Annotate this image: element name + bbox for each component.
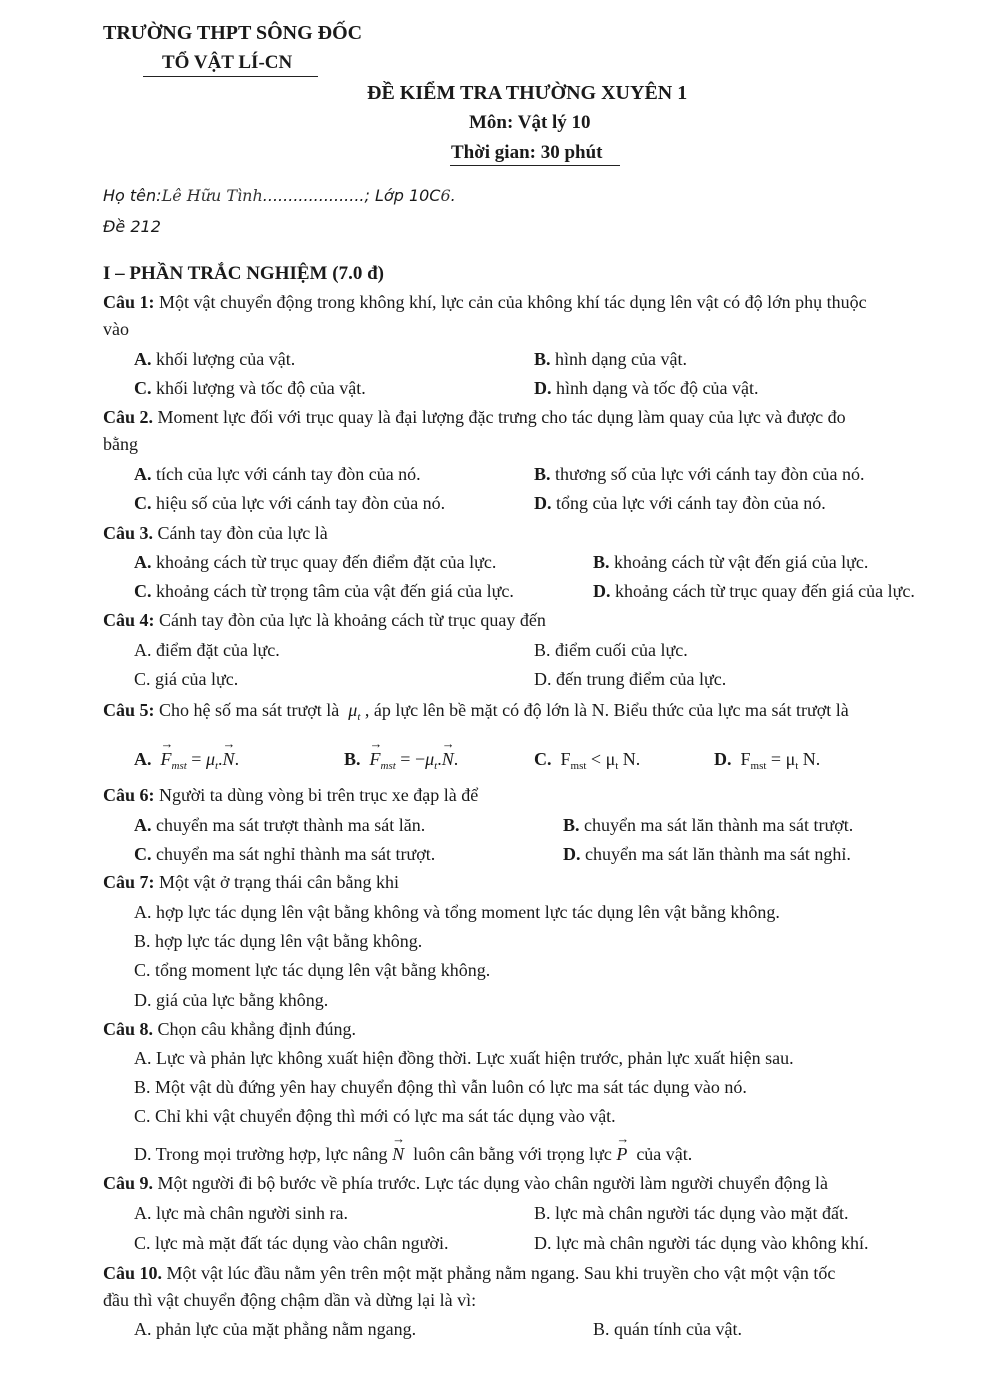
option-b: B. thương số của lực với cánh tay đòn của nó.	[534, 464, 865, 484]
option-a: A. lực mà chân người sinh ra.	[134, 1203, 348, 1223]
name-dots: ....................	[262, 186, 365, 205]
option-a: A. tích của lực với cánh tay đòn của nó.	[134, 464, 421, 484]
option-a: A. → $F_{mst} = \mu_t.\to N$.	[134, 749, 239, 772]
question-5: Câu 5: Cho hệ số ma sát trượt là $\mu_t$ , áp lực lên bề mặt có độ lớn là N. Biểu thức của lực ma sát trượt là	[103, 700, 849, 723]
option-b: B. chuyển ma sát lăn thành ma sát trượt.	[563, 815, 854, 835]
option-d: D. chuyển ma sát lăn thành ma sát nghỉ.	[563, 844, 851, 864]
question-text-cont: vào	[103, 319, 129, 339]
school-name: TRƯỜNG THPT SÔNG ĐỐC	[103, 22, 363, 44]
student-name: Lê Hữu Tình	[161, 186, 263, 205]
option-c: C. lực mà mặt đất tác dụng vào chân người.	[134, 1233, 449, 1253]
question-text: Một vật chuyển động trong không khí, lực cản của không khí tác dụng lên vật có độ lớn phụ thuộc	[159, 292, 867, 312]
question-text-cont: bằng	[103, 434, 138, 454]
option-c: C. chuyển ma sát nghỉ thành ma sát trượt.	[134, 844, 436, 864]
question-2: Câu 2. Moment lực đối với trục quay là đại lượng đặc trưng cho tác dụng làm quay của lực và được đo	[103, 407, 846, 427]
option-b: B. hợp lực tác dụng lên vật bằng không.	[134, 931, 423, 951]
option-d: D. đến trung điểm của lực.	[534, 669, 727, 689]
option-c: C. khối lượng và tốc độ của vật.	[134, 378, 366, 398]
question-8: Câu 8. Chọn câu khẳng định đúng.	[103, 1019, 356, 1039]
option-c: C. Chỉ khi vật chuyển động thì mới có lực ma sát tác dụng vào vật.	[134, 1106, 616, 1126]
option-d: D. lực mà chân người tác dụng vào không khí.	[534, 1233, 869, 1253]
option-a: A. chuyển ma sát trượt thành ma sát lăn.	[134, 815, 426, 835]
option-c: C. tổng moment lực tác dụng lên vật bằng không.	[134, 960, 491, 980]
question-6: Câu 6: Người ta dùng vòng bi trên trục xe đạp là để	[103, 785, 479, 805]
option-a: A. khối lượng của vật.	[134, 349, 296, 369]
time-underline	[450, 165, 620, 166]
option-d: D. hình dạng và tốc độ của vật.	[534, 378, 759, 398]
student-info-line: Họ tên:Lê Hữu Tình....................; Lớp 10C6.	[103, 186, 456, 205]
option-b: B. điểm cuối của lực.	[534, 640, 688, 660]
option-b: B. lực mà chân người tác dụng vào mặt đất.	[534, 1203, 849, 1223]
option-b: B. khoảng cách từ vật đến giá của lực.	[593, 552, 869, 572]
exam-subject: Môn: Vật lý 10	[469, 112, 591, 133]
question-4: Câu 4: Cánh tay đòn của lực là khoảng cách từ trục quay đến	[103, 610, 546, 630]
question-label: Câu 1:	[103, 292, 155, 312]
option-b: B. Một vật dù đứng yên hay chuyển động thì vẫn luôn có lực ma sát tác dụng vào nó.	[134, 1077, 747, 1097]
class-value: 6	[440, 186, 451, 205]
exam-code: Đề 212	[103, 217, 161, 236]
option-b: B. quán tính của vật.	[593, 1319, 742, 1339]
option-d: D. tổng của lực với cánh tay đòn của nó.	[534, 493, 826, 513]
option-c: C. hiệu số của lực với cánh tay đòn của nó.	[134, 493, 446, 513]
option-d: D. khoảng cách từ trục quay đến giá của lực.	[593, 581, 915, 601]
option-d: D. Trong mọi trường hợp, lực nâng → N luôn cân bằng với trọng lực → P của vật.	[134, 1144, 692, 1165]
option-a: A. điểm đặt của lực.	[134, 640, 280, 660]
class-label: ; Lớp 10C	[364, 186, 441, 205]
question-7: Câu 7: Một vật ở trạng thái cân bằng khi	[103, 872, 399, 892]
option-d: D. giá của lực bằng không.	[134, 990, 329, 1010]
department-underline	[143, 76, 318, 77]
name-label: Họ tên:	[103, 186, 162, 205]
option-a: A. hợp lực tác dụng lên vật bằng không và tổng moment lực tác dụng lên vật bằng không.	[134, 902, 780, 922]
section-title: I – PHẦN TRẮC NGHIỆM (7.0 đ)	[103, 263, 384, 284]
option-c: C. khoảng cách từ trọng tâm của vật đến giá của lực.	[134, 581, 514, 601]
option-a: A. Lực và phản lực không xuất hiện đồng thời. Lực xuất hiện trước, phản lực xuất hiện sau.	[134, 1048, 794, 1068]
option-a: A. phản lực của mặt phẳng nằm ngang.	[134, 1319, 417, 1339]
option-c: C. $F_{mst} < \mu_t$ N.	[534, 749, 641, 772]
question-9: Câu 9. Một người đi bộ bước về phía trước. Lực tác dụng vào chân người làm người chuyển động là	[103, 1173, 828, 1193]
option-b: B. → $F_{mst} = -\mu_t.\to N$.	[344, 749, 458, 772]
option-c: C. giá của lực.	[134, 669, 239, 689]
option-d: D. $F_{mst} = \mu_t$ N.	[714, 749, 821, 772]
question-1	[103, 292, 867, 313]
question-3: Câu 3. Cánh tay đòn của lực là	[103, 523, 328, 543]
option-b: B. hình dạng của vật.	[534, 349, 687, 369]
option-a: A. khoảng cách từ trục quay đến điểm đặt của lực.	[134, 552, 497, 572]
question-10: Câu 10. Một vật lúc đầu nằm yên trên một mặt phẳng nằm ngang. Sau khi truyền cho vật một vận tốc	[103, 1263, 836, 1283]
department-name: TỔ VẬT LÍ-CN	[162, 52, 293, 73]
exam-time: Thời gian: 30 phút	[451, 142, 603, 163]
question-text-cont: đầu thì vật chuyển động chậm dần và dừng lại là vì:	[103, 1290, 477, 1310]
exam-title: ĐỀ KIỂM TRA THƯỜNG XUYÊN 1	[367, 82, 688, 104]
